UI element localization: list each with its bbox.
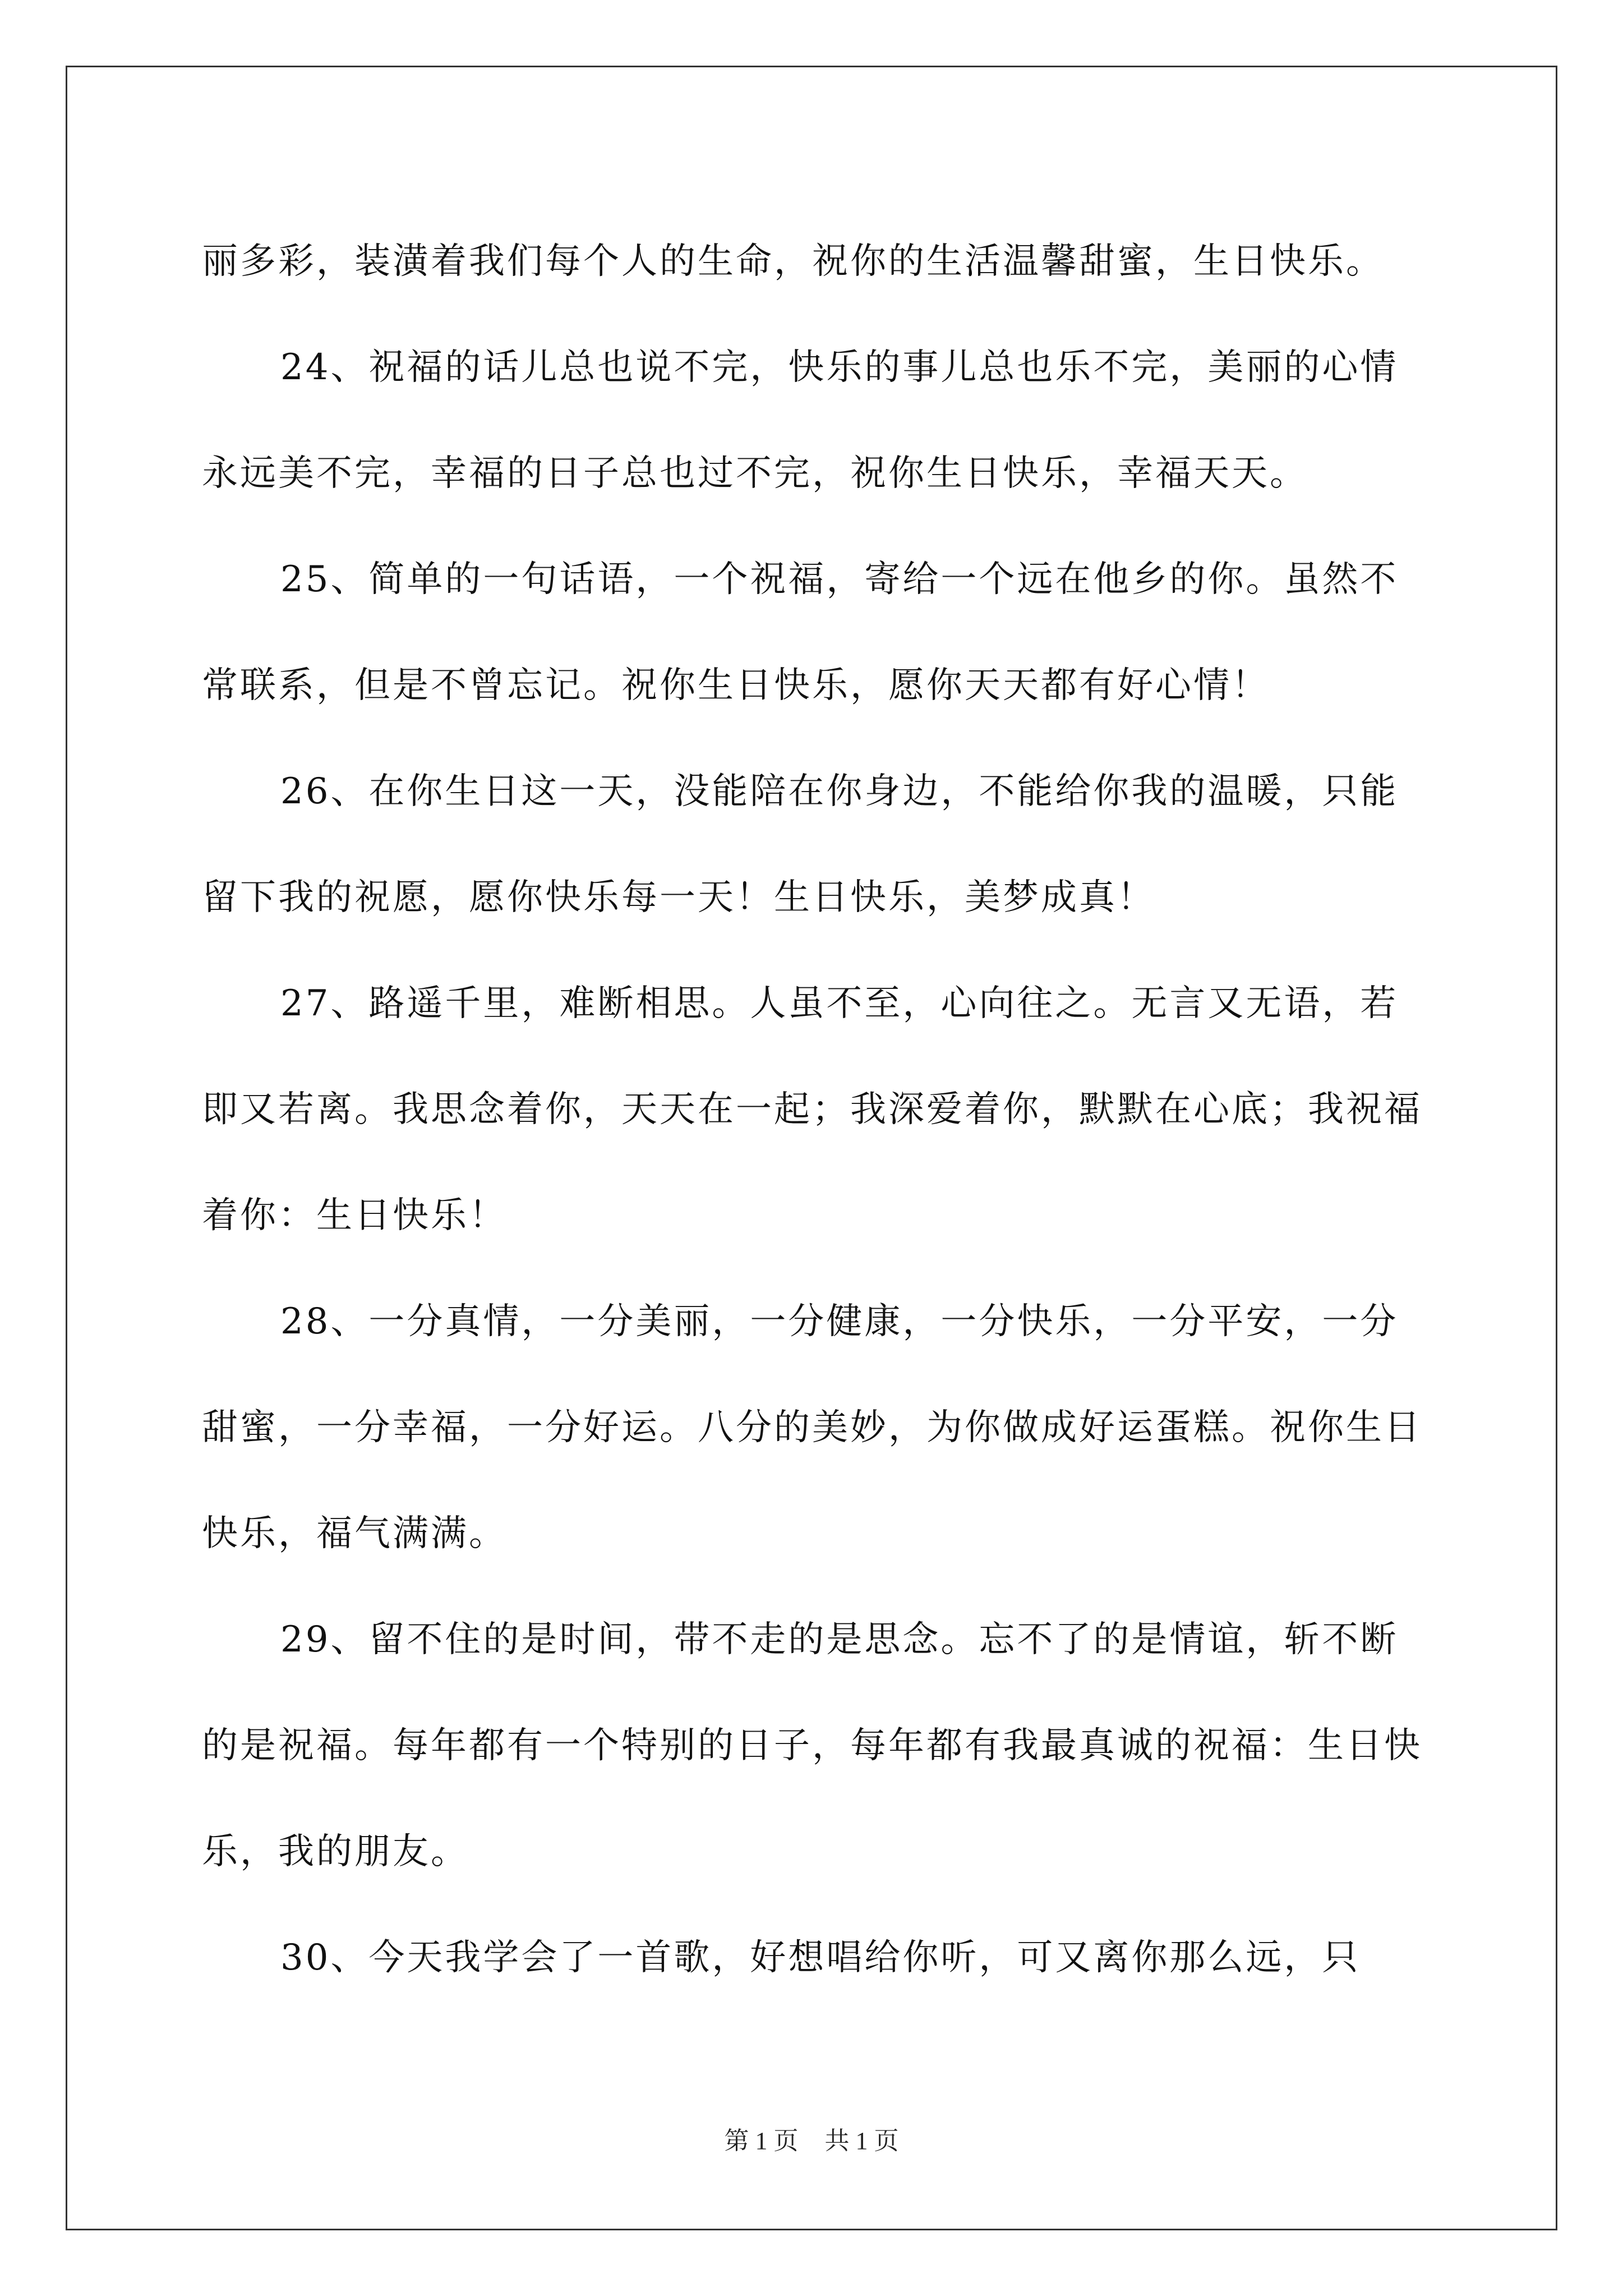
paragraph-26: 26、在你生日这一天，没能陪在你身边，不能给你我的温暖，只能留下我的祝愿，愿你快乐每一天！生日快乐，美梦成真！ xyxy=(202,771,1399,918)
paragraph-28: 28、一分真情，一分美丽，一分健康，一分快乐，一分平安，一分甜蜜，一分幸福，一分好运。八分的美妙，为你做成好运蛋糕。祝你生日快乐，福气满满。 xyxy=(202,1301,1422,1554)
paragraph-27: 27、路遥千里，难断相思。人虽不至，心向往之。无言又无语，若即又若离。我思念着你，天天在一起；我深爱着你，默默在心底；我祝福着你：生日快乐！ xyxy=(202,983,1422,1236)
paragraph-25: 25、简单的一句话语，一个祝福，寄给一个远在他乡的你。虽然不常联系，但是不曾忘记。祝你生日快乐，愿你天天都有好心情！ xyxy=(202,559,1399,706)
page-footer xyxy=(0,2120,1623,2156)
document-body xyxy=(202,209,1436,2011)
paragraph-30: 30、今天我学会了一首歌，好想唱给你听，可又离你那么远，只 xyxy=(280,1937,1361,1978)
page-total: 共 1 页 xyxy=(824,2127,899,2155)
paragraph-29: 29、留不住的是时间，带不走的是思念。忘不了的是情谊，斩不断的是祝福。每年都有一个特别的日子，每年都有我最真诚的祝福：生日快乐，我的朋友。 xyxy=(202,1619,1422,1872)
page-number: 第 1 页 xyxy=(724,2127,799,2155)
paragraph-24: 24、祝福的话儿总也说不完，快乐的事儿总也乐不完，美丽的心情永远美不完，幸福的日子总也过不完，祝你生日快乐，幸福天天。 xyxy=(202,347,1399,494)
paragraph-continuation: 丽多彩，装潢着我们每个人的生命，祝你的生活温馨甜蜜，生日快乐。 xyxy=(202,241,1384,282)
